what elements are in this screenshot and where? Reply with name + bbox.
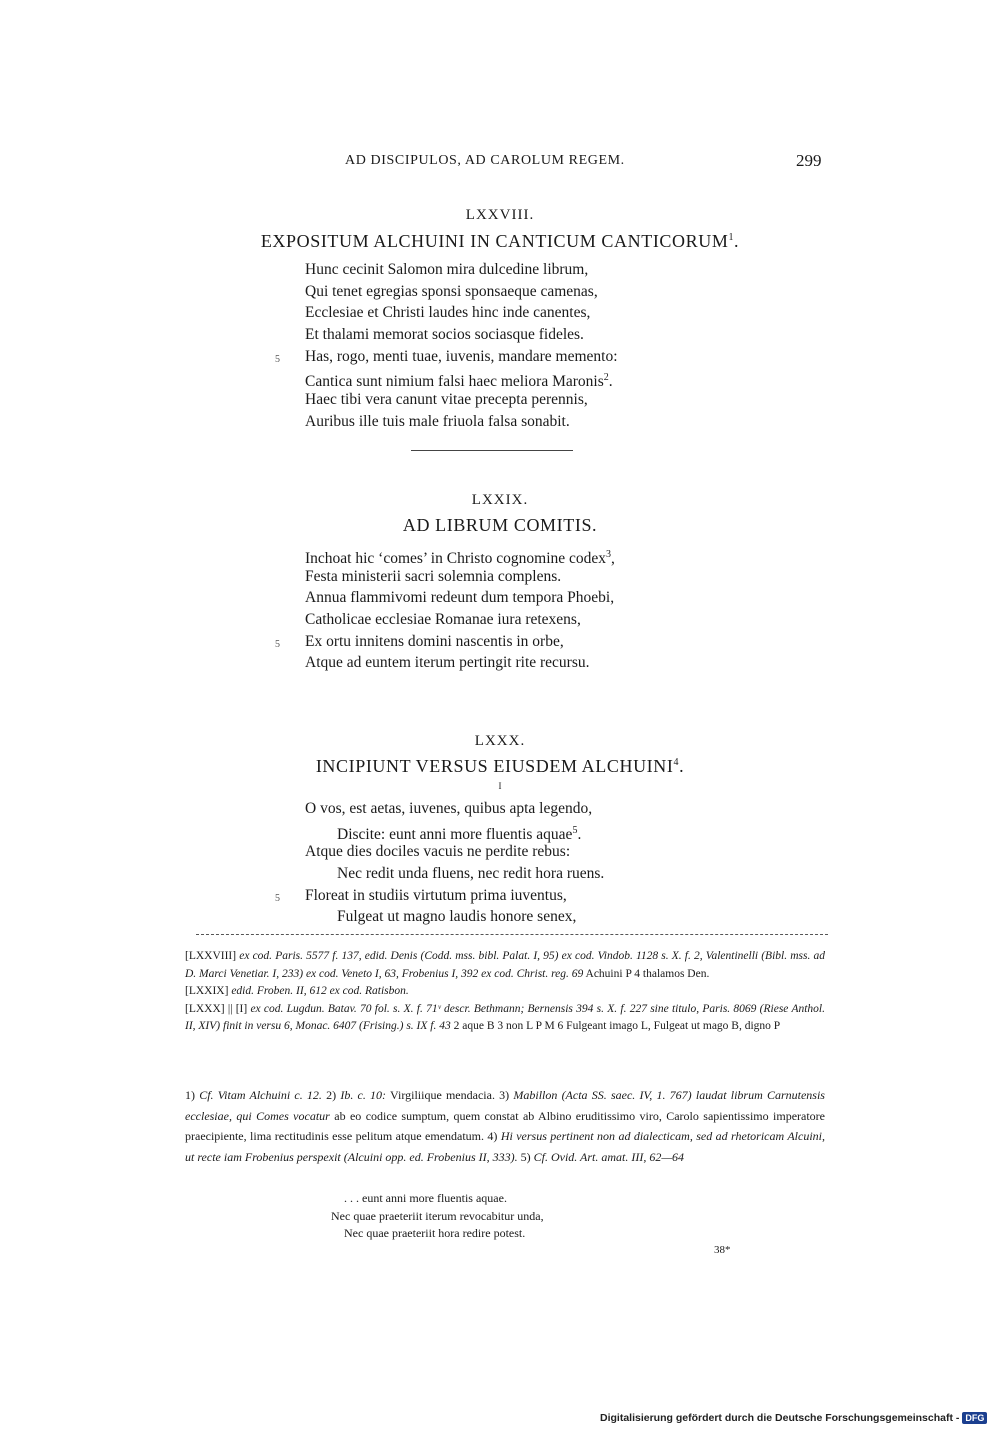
verse-line: Fulgeat ut magno laudis honore senex, [337, 908, 577, 926]
verse-line: 5 Has, rogo, menti tuae, iuvenis, mandare memento: [305, 346, 618, 368]
footnotes [185, 1085, 825, 1167]
verse-line: Hunc cecinit Salomon mira dulcedine librum, [305, 261, 589, 278]
running-head: AD DISCIPULOS, AD CAROLUM REGEM. [345, 153, 625, 168]
apparatus-entry: [LXXIX] edid. Froben. II, 612 ex cod. Ratisbon. [185, 985, 409, 998]
verse-line: O vos, est aetas, iuvenes, quibus apta legendo, [305, 800, 593, 817]
verse-line: Cantica sunt nimium falsi haec meliora Maronis$^2$. [305, 372, 613, 391]
poem78-title: EXPOSITUM ALCHUINI IN CANTICUM CANTICORUM$^1$. [260, 231, 740, 251]
verse-line: Auribus ille tuis male friuola falsa sonabit. [305, 412, 570, 430]
page-number: 299 [796, 151, 822, 170]
poem79-title: AD LIBRUM COMITIS. [402, 515, 598, 535]
apparatus-entry: [LXXVIII] ex cod. Paris. 5577 f. 137, edid. Denis (Codd. mss. bibl. Palat. I, 95) ex cod. Vindob. 1128 s. X. f. 2, Valentinelli (Bibl. mss. ad D. Marci Venetiar. I, 233) ex cod. Veneto I, 63, Frobenius I, 392 ex cod. Christ. reg. 69 Achuini P 4 thalamos Den. [185, 950, 825, 980]
line-number: 5 [275, 353, 280, 365]
poem80-number: LXXX. [474, 733, 526, 749]
verse-line: Festa ministerii sacri solemnia complens. [305, 567, 562, 585]
verse-line: Nec redit unda fluens, nec redit hora ruens. [337, 865, 605, 883]
poem78-number: LXXVIII. [465, 207, 535, 223]
footnote-ref: 1 [728, 232, 735, 243]
poem79-verses [275, 544, 615, 674]
verse-line: Inchoat hic ‘comes’ in Christo cognomine codex$^3$, [305, 549, 615, 568]
verse-line: Atque ad euntem iterum pertingit rite recursu. [305, 654, 590, 672]
quote-line: Nec quae praeteriit iterum revocabitur unda, [331, 1208, 544, 1223]
verse-line: 5 Floreat in studiis virtutum prima iuventus, [305, 885, 604, 907]
signature-mark: 38* [714, 1244, 731, 1256]
footnote-ref: 3 [606, 549, 612, 560]
verse-line: Haec tibi vera canunt vitae precepta perennis, [305, 391, 588, 409]
line-number: 5 [275, 638, 280, 650]
verse-line: Qui tenet egregias sponsi sponsaeque camenas, [305, 282, 598, 300]
dfg-logo: DFG [962, 1412, 987, 1424]
verse-line: Et thalami memorat socios sociasque fideles. [305, 326, 584, 344]
verse-line: Discite: eunt anni more fluentis aquae$^5$. [337, 824, 582, 843]
critical-apparatus [185, 948, 825, 1036]
line-number: 5 [275, 892, 280, 904]
digitization-credit: Digitalisierung gefördert durch die Deutsche Forschungsgemeinschaft - DFG [600, 1412, 987, 1424]
quote-line: . . . eunt anni more fluentis aquae. [344, 1191, 507, 1205]
verse-line: Ecclesiae et Christi laudes hinc inde canentes, [305, 304, 591, 322]
verse-line: 5 Ex ortu innitens domini nascentis in orbe, [305, 631, 615, 653]
poem79-number: LXXIX. [471, 492, 529, 508]
verse-line: Atque dies dociles vacuis ne perdite rebus: [305, 843, 571, 861]
footnote-block: 1) Cf. Vitam Alchuini c. 12. 2) Ib. c. 10: Virgiliique mendacia. 3) Mabillon (Acta SS. saec. IV, 1. 767) laudat librum Carnutensis ecclesiae, qui Comes vocatur ab eo codice sumptum, quem constat ab Albino eruditissimo viro, Carolo sapientissimo imperatore praecipiente, lima rectitudinis esse pelitum atque emendatum. 4) Hi versus pertinent non ad dialecticam, sed ad rhetoricam Alcuini, ut recte iam Frobenius perspexit (Alcuini opp. ed. Frobenius II, 333). 5) Cf. Ovid. Art. amat. III, 62—64 [185, 1088, 826, 1164]
verse-line: Catholicae ecclesiae Romanae iura retexens, [305, 611, 581, 629]
footnote-ref: 4 [673, 757, 680, 768]
apparatus-entry: [LXXX] || [I] ex cod. Lugdun. Batav. 70 fol. s. X. f. 71ᵛ descr. Bethmann; Bernensis 394 s. X. f. 227 sine titulo, Paris. 8069 (Riese Anthol. II, XIV) finit in versu 6, Monac. 6407 (Frising.) s. IX f. 43 2 aque B 3 non L P M 6 Fulgeant imago L, Fulgeat ut mago B, digno P [185, 1002, 825, 1033]
verse-line: Annua flammivomi redeunt dum tempora Phoebi, [305, 589, 615, 607]
section-numeral: I [498, 781, 502, 791]
poem78-verses [275, 259, 618, 433]
ovid-quote [0, 1190, 1000, 1243]
apparatus-divider [196, 934, 828, 935]
quote-line: Nec quae praeteriit hora redire potest. [344, 1226, 526, 1240]
poem80-verses [275, 798, 605, 928]
section-divider [411, 450, 573, 451]
footnote-ref: 5 [572, 824, 578, 836]
footnote-ref: 2 [603, 372, 609, 384]
poem80-title: INCIPIUNT VERSUS EIUSDEM ALCHUINI$^4$. [315, 756, 685, 776]
